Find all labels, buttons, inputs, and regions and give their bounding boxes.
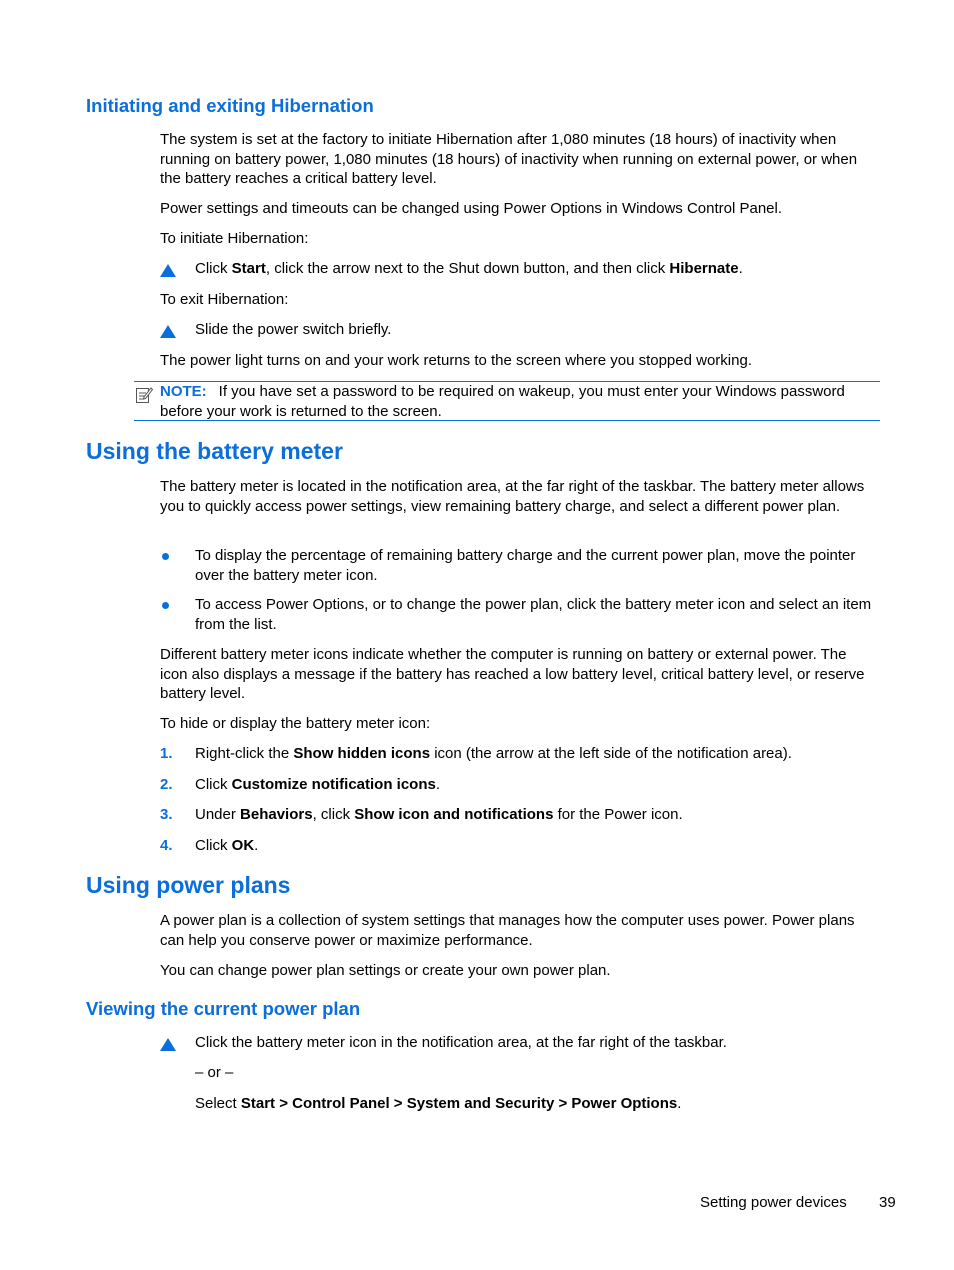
paragraph: To hide or display the battery meter icon: xyxy=(160,715,431,732)
paragraph: Power settings and timeouts can be changed using Power Options in Windows Control Panel. xyxy=(160,200,783,217)
bullet-icon xyxy=(160,546,180,560)
section-heading-power-plans: Using power plans xyxy=(86,872,291,898)
page-number: 39 xyxy=(879,1194,896,1211)
ui-term: Start > Control Panel > System and Security > Power Options xyxy=(240,1095,678,1112)
step-number: 2. xyxy=(160,776,173,793)
triangle-icon xyxy=(160,1033,180,1051)
section-heading-battery-meter: Using the battery meter xyxy=(86,438,343,464)
section-heading-hibernation: Initiating and exiting Hibernation xyxy=(86,95,374,116)
paragraph: Different battery meter icons indicate whether the computer is running on battery or external power. The icon also displays a message if the battery has reached a low battery level, critical battery level, or reserve battery level. xyxy=(160,646,865,702)
note-box xyxy=(134,381,880,421)
or-separator: – or – xyxy=(195,1064,234,1081)
footer-title: Setting power devices xyxy=(700,1194,847,1211)
triangle-icon xyxy=(160,320,180,338)
section-heading-current-plan: Viewing the current power plan xyxy=(86,998,361,1019)
paragraph: You can change power plan settings or create your own power plan. xyxy=(160,962,611,979)
step-number: 1. xyxy=(160,745,173,762)
document-page: Initiating and exiting Hibernation The system is set at the factory to initiate Hibernation after 1,080 minutes (18 hours) of inactivity when running on battery power, 1,080 minutes (18 hours) of inactivity when running on external power, or when the battery reaches a critical battery level. Power settings and timeouts can be changed using Power Options in Windows Control Panel. To initiate Hibernation: Click Start, click the arrow next to the Shut down button, and then click Hibernate. To exit Hibernation: Slide the power switch briefly. The power light turns on and your work returns to the screen where you stopped working. NOTE: If you have set a password to be required on wakeup, you must enter your Windows password before your work is returned to the screen. Using the battery meter The battery meter is located in the notification area, at the far right of the taskbar. The battery meter allows you to quickly access power settings, view remaining battery charge, and select a different power plan. To display the percentage of remaining battery charge and the current power plan, move the pointer over the battery meter icon. To access Power Options, or to change the power plan, click the battery meter icon and select an item from the list. Different battery meter icons indicate whether the computer is running on battery or external power. The icon also displays a message if the battery has reached a low battery level, critical battery level, or reserve battery level. To hide or display the battery meter icon: 1. Right-click the Show hidden icons icon (the arrow at the left side of the notification area). 2. Click Customize notification icons. 3. Under Behaviors, click Show icon and notifications for the Power icon. 4. Click OK. Using power plans A power plan is a collection of system settings that manages how the computer uses power. Power plans can help you conserve power or maximize performance. You can change power plan settings or create your own power plan. Viewing the current power plan Click the battery meter icon in the notification area, at the far right of the taskbar. – or – Select Start > Control Panel > System and Security > Power Options. Setting power devices 39 xyxy=(86,95,896,1211)
paragraph: The system is set at the factory to initiate Hibernation after 1,080 minutes (18 hours) of inactivity when running on battery power, 1,080 minutes (18 hours) of inactivity when running on external power, or when the battery reaches a critical battery level. xyxy=(160,131,858,187)
paragraph: A power plan is a collection of system settings that manages how the computer uses power. Power plans can help you conserve power or maximize performance. xyxy=(160,912,855,949)
ui-term: Customize notification icons xyxy=(231,776,436,793)
ui-term: Behaviors xyxy=(240,806,313,823)
ui-term: Start xyxy=(231,260,266,277)
ui-term: OK xyxy=(231,837,255,854)
ui-term: Show hidden icons xyxy=(293,745,431,762)
triangle-icon xyxy=(160,259,180,277)
step-number: 4. xyxy=(160,837,173,854)
ui-term: Show icon and notifications xyxy=(354,806,554,823)
paragraph: To initiate Hibernation: xyxy=(160,230,309,247)
note-label: NOTE: xyxy=(160,383,207,400)
ui-term: Hibernate xyxy=(669,260,739,277)
bullet-icon xyxy=(160,595,180,609)
select-path: Select Start > Control Panel > System and Security > Power Options. xyxy=(195,1095,682,1112)
note-icon xyxy=(135,386,153,404)
step-number: 3. xyxy=(160,806,173,823)
paragraph: The power light turns on and your work returns to the screen where you stopped working. xyxy=(160,352,752,369)
paragraph: To exit Hibernation: xyxy=(160,291,289,308)
note-text: If you have set a password to be required on wakeup, you must enter your Windows password before your work is returned to the screen. xyxy=(160,383,845,420)
paragraph: The battery meter is located in the notification area, at the far right of the taskbar. The battery meter allows you to quickly access power settings, view remaining battery charge, and select a different power plan. xyxy=(160,478,865,515)
